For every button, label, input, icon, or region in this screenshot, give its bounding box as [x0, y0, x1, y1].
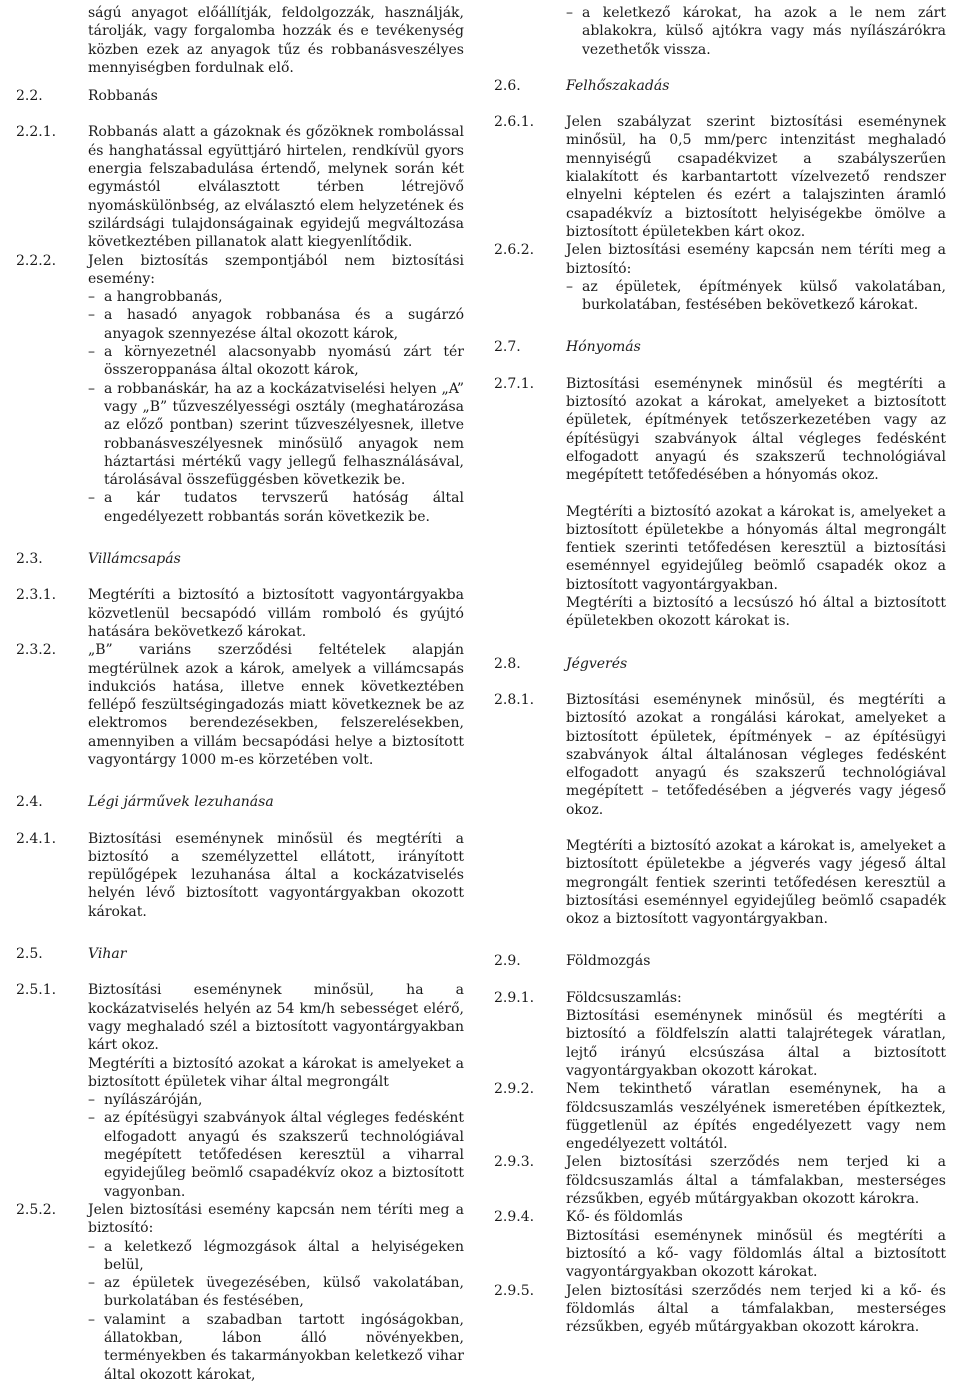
clause-text: Jelen biztosítási szerződés nem terjed ki a földcsuszamlás által a támfalakban, mesterséges rézsűkben, egyéb műtárgyakban okozott károkra.: [566, 1154, 946, 1208]
section-heading: [16, 550, 464, 568]
left-column: [16, 4, 464, 1384]
section-number: 2.3.: [16, 551, 43, 568]
clause-text: Jelen biztosítás szempontjából nem biztosítási esemény:: [88, 252, 464, 287]
section-title: Hónyomás: [566, 339, 641, 356]
section-number: 2.2.: [16, 88, 43, 105]
list-item: – a hangrobbanás,: [88, 288, 464, 306]
section-title: Villámcsapás: [88, 551, 181, 568]
clause: [16, 1201, 464, 1238]
list-item: – a hasadó anyagok robbanása és a sugárzó anyagok szennyezése által okozott károk,: [88, 306, 464, 343]
list-item: – a robbanáskár, ha az a kockázatviselési helyen „A” vagy „B” tűzveszélyességi osztály (meghatározása az előző pontban) szerint tűzveszélyesnek, illetve robbanásveszélyesnek minősülő anyagok nem háztartási mértékű vagy jellegű felhasználásával, tárolásával összefüggésben következik be.: [88, 380, 464, 490]
clause: [16, 123, 464, 251]
section-title: Földmozgás: [566, 953, 651, 970]
clause: [16, 586, 464, 641]
section-heading: [494, 338, 946, 356]
paragraph-intro: ságú anyagot előállítják, feldolgozzák, használják, tárolják, vagy forgalomba hozzák és e tevékenység közben ezek az anyagok tűz és robbanásveszélyes mennyiségben fordulnak elő.: [88, 5, 464, 76]
clause-number: 2.9.2.: [494, 1081, 535, 1098]
clause-text: Földcsuszamlás:: [566, 989, 682, 1006]
clause-number: 2.6.2.: [494, 242, 535, 259]
clause-text: Nem tekinthető váratlan eseménynek, ha a földcsuszamlás veszélyének ismeretében építkeztek, függetlenül az építés engedélyezett vagy nem engedélyezett voltától.: [566, 1081, 946, 1153]
list-item-continued: – a keletkező károkat, ha azok a le nem zárt ablakokra, külső ajtókra vagy más nyílászárókra vezethetők vissza.: [566, 4, 946, 59]
clause-text-continued: Megtéríti a biztosító azokat a károkat is amelyeket a biztosított épületek vihar által megrongált: [88, 1055, 464, 1090]
list-item: – az építésügyi szabványok által végleges fedésként elfogadott anyagú és szakszerű technológiával megépített tetőfedésen keresztül a viharral egyidejűleg beömlő csapadékvíz okoz a biztosított vagyonban.: [88, 1109, 464, 1200]
list-item: – a környezetnél alacsonyabb nyomású zárt tér összeroppanása által okozott károk,: [88, 343, 464, 380]
section-heading: [494, 952, 946, 970]
section-title: Vihar: [88, 946, 127, 963]
clause: [494, 241, 946, 278]
list-item: – nyílászáróján,: [88, 1091, 464, 1109]
section-number: 2.5.: [16, 946, 43, 963]
clause-text: Jelen biztosítási esemény kapcsán nem téríti meg a biztosító:: [566, 242, 946, 277]
section-number: 2.6.: [494, 77, 521, 94]
clause-text: Megtéríti a biztosító a biztosított vagyontárgyakba közvetlenül becsapódó villám romboló és gyújtó hatására bekövetkező károkat.: [88, 587, 464, 640]
clause-text-continued: Megtéríti a biztosító azokat a károkat is, amelyeket a biztosított épületekbe a hónyomás által megrongált fentiek szerinti tetőfedésen keresztül a biztosítási eseménnyel egyidejűleg beömlő csapadék okoz a biztosított vagyontárgyakban.: [566, 503, 946, 593]
clause-text-continued: Biztosítási eseménynek minősül és megtéríti a biztosító a földfelszín alatti talajrétegek váratlan, lejtő irányú elcsúszása által a biztosított vagyontárgyakban okozott károkat.: [566, 1008, 946, 1079]
clause-number: 2.3.2.: [16, 642, 57, 659]
section-title: Légi járművek lezuhanása: [88, 794, 274, 811]
clause-number: 2.5.2.: [16, 1201, 57, 1218]
clause-text: Biztosítási eseménynek minősül és megtéríti a biztosító azokat a károkat, amelyeket a biztosított épületek, építmények tetőszerkezetében vagy az építésügyi szabványok által végleges fedésként elfogadott anyagú és szakszerű technológiával megépített tetőfedésében a hónyomás okoz.: [566, 375, 946, 484]
clause-text: Biztosítási eseménynek minősül és megtéríti a biztosító a személyzettel ellátott, irányított repülőgépek lezuhanása által a kockázatviselés helyén lévő biztosított vagyontárgyakban okozott károkat.: [88, 830, 464, 920]
clause-text: „B” variáns szerződési feltételek alapján megtérülnek azok a károk, amelyek a villámcsapás indukciós hatása, illetve ennek következtében fellépő feszültségingadozás miatt következnek be az elektromos berendezésekben, felszerelésekben, amennyiben a villám becsapódási helye a biztosított vagyontárgy 1000 m-es körzetében volt.: [88, 642, 464, 768]
clause: [494, 113, 946, 241]
section-title: Felhőszakadás: [566, 77, 670, 94]
section-heading: [16, 793, 464, 811]
clause: [16, 981, 464, 1054]
clause-number: 2.2.1.: [16, 124, 57, 141]
clause-number: 2.7.1.: [494, 375, 535, 392]
clause-number: 2.2.2.: [16, 252, 57, 269]
list-item: – a kár tudatos tervszerű hatóság által engedélyezett robbantás során következik be.: [88, 489, 464, 526]
clause: [494, 375, 946, 485]
clause-number: 2.9.1.: [494, 989, 535, 1006]
clause: [494, 1208, 946, 1226]
list-item: – az épületek, építmények külső vakolatában, burkolatában, festésében bekövetkező károkat.: [566, 278, 946, 315]
clause: [16, 641, 464, 769]
clause-text: Jelen szabályzat szerint biztosítási eseménynek minősül, ha 0,5 mm/perc intenzitást meghaladó mennyiségű csapadékvizet a szabályszerűen kialakított és karbantartott vízelvezető rendszer elnyelni képtelen és ezért a talajszinten áramló csapadékvíz a biztosított helyiségekbe ömölve a biztosított épületekben kárt okoz.: [566, 114, 946, 240]
section-title: Robbanás: [88, 88, 158, 105]
clause: [494, 1153, 946, 1208]
clause-number: 2.9.3.: [494, 1154, 535, 1171]
clause-text: Biztosítási eseménynek minősül, ha a kockázatviselés helyén az 54 km/h sebességet elérő, vagy meghaladó szél a biztosított vagyontárgyakban kárt okoz.: [88, 982, 464, 1054]
list-item: – valamint a szabadban tartott ingóságokban, állatokban, lábon álló növényekben, terményekben és takarmányokban keletkező vihar által okozott károkat,: [88, 1311, 464, 1384]
section-number: 2.4.: [16, 794, 43, 811]
clause: [494, 691, 946, 819]
section-heading: [494, 655, 946, 673]
clause-number: 2.9.5.: [494, 1282, 535, 1299]
clause: [494, 1080, 946, 1153]
section-heading: [16, 945, 464, 963]
clause-text-continued: Biztosítási eseménynek minősül és megtéríti a biztosító a kő- vagy földomlás által a biztosított vagyontárgyakban okozott károkat.: [566, 1227, 946, 1281]
clause-text: Kő- és földomlás: [566, 1209, 683, 1226]
section-title: Jégverés: [566, 655, 628, 672]
clause-text: Biztosítási eseménynek minősül, és megtéríti a biztosító azokat a rongálási károkat, amelyeket a biztosított épületek, építmények – az építésügyi szabványok által általánosan végleges fedésként elfogadott anyagú és szakszerű technológiával megépített – tetőfedésében a jégverés vagy jégeső okoz.: [566, 691, 946, 818]
clause-text: Jelen biztosítási esemény kapcsán nem téríti meg a biztosító:: [88, 1201, 464, 1237]
list-item: – az épületek üvegezésében, külső vakolatában, burkolatában és festésében,: [88, 1274, 464, 1311]
section-heading: [16, 87, 464, 105]
clause-number: 2.3.1.: [16, 587, 57, 604]
clause-text-continued: Megtéríti a biztosító a lecsúszó hó által a biztosított épületekben okozott károkat is.: [566, 595, 946, 630]
right-column: [494, 4, 946, 1336]
clause: [16, 830, 464, 921]
clause-text-continued: Megtéríti a biztosító azokat a károkat is, amelyeket a biztosított épületekbe a jégverés vagy jégeső által megrongált fentiek szerinti tetőfedésen keresztül a biztosítási eseménnyel egyidejűleg beömlő csapadék okoz a biztosított vagyontárgyakban.: [566, 837, 946, 928]
clause-text: Jelen biztosítási szerződés nem terjed ki a kő- és földomlás által a támfalakban, mesterséges rézsűkben, egyéb műtárgyakban okozott károkra.: [566, 1282, 946, 1336]
clause: [494, 1282, 946, 1337]
clause: [494, 989, 946, 1007]
clause: [16, 252, 464, 289]
list-item: – a keletkező légmozgások által a helyiségeken belül,: [88, 1238, 464, 1275]
section-number: 2.8.: [494, 655, 521, 672]
clause-number: 2.9.4.: [494, 1209, 535, 1226]
clause-text: Robbanás alatt a gázoknak és gőzöknek rombolással és hanghatással együttjáró hirtelen, rendkívül gyors energia felszabadulása értendő, melynek során két egymástól elválasztott térben létrejövő nyomáskülönbség, az elválasztó elem helyzetének és szilárdsági tulajdonságainak egyidejű megváltozása következtében pillanatok alatt kiegyenlítődik.: [88, 124, 464, 251]
clause-number: 2.4.1.: [16, 830, 57, 847]
clause-number: 2.6.1.: [494, 114, 535, 131]
section-number: 2.7.: [494, 339, 521, 356]
clause-number: 2.8.1.: [494, 691, 535, 708]
section-number: 2.9.: [494, 953, 521, 970]
clause-number: 2.5.1.: [16, 982, 57, 999]
section-heading: [494, 77, 946, 95]
